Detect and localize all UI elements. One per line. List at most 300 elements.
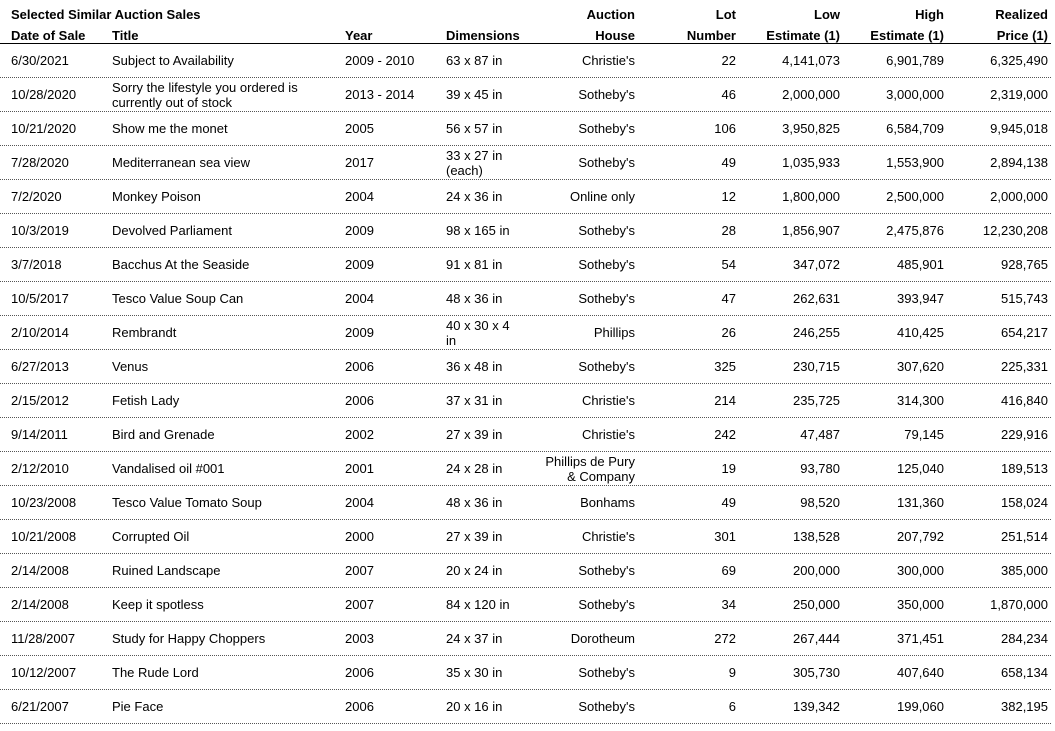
cell-low-text: 267,444 xyxy=(793,631,840,646)
cell-realized-price xyxy=(950,112,1048,145)
cell-low-text: 98,520 xyxy=(800,495,840,510)
cell-lot-text: 12 xyxy=(721,189,736,204)
cell-title xyxy=(112,418,340,451)
table-title: Selected Similar Auction Sales xyxy=(11,7,201,22)
cell-title xyxy=(112,520,340,553)
header-date: Date of Sale xyxy=(11,28,86,43)
cell-date xyxy=(11,384,106,417)
cell-low-estimate xyxy=(745,248,840,281)
table-row xyxy=(0,656,1051,690)
cell-low-text: 262,631 xyxy=(793,291,840,306)
table-row xyxy=(0,350,1051,384)
cell-low-estimate xyxy=(745,554,840,587)
cell-lot-text: 214 xyxy=(714,393,736,408)
cell-house-text: Christie's xyxy=(581,427,635,442)
cell-auction-house xyxy=(535,282,635,315)
cell-high-text: 199,060 xyxy=(897,699,944,714)
cell-realized-text: 2,894,138 xyxy=(990,155,1048,170)
cell-dimensions xyxy=(446,350,536,383)
cell-low-estimate xyxy=(745,146,840,179)
cell-dimensions-text: 35 x 30 in xyxy=(446,665,503,680)
cell-low-text: 3,950,825 xyxy=(782,121,840,136)
cell-lot-number xyxy=(650,554,736,587)
cell-title-text: Ruined Landscape xyxy=(112,563,221,578)
cell-title-text: Devolved Parliament xyxy=(112,223,232,238)
cell-lot-number xyxy=(650,78,736,111)
cell-date-text: 10/21/2008 xyxy=(11,529,77,544)
cell-auction-house xyxy=(535,418,635,451)
cell-lot-number xyxy=(650,622,736,655)
cell-lot-text: 49 xyxy=(721,155,736,170)
cell-auction-house xyxy=(535,180,635,213)
table-row xyxy=(0,690,1051,724)
cell-lot-text: 49 xyxy=(721,495,736,510)
cell-realized-text: 6,325,490 xyxy=(990,53,1048,68)
cell-lot-text: 34 xyxy=(721,597,736,612)
cell-title-text: Tesco Value Tomato Soup xyxy=(112,495,262,510)
cell-house-text: Sotheby's xyxy=(578,699,635,714)
cell-auction-house xyxy=(535,690,635,723)
cell-high-estimate xyxy=(848,282,944,315)
header-realized-price-line1: Realized xyxy=(995,7,1048,22)
cell-lot-number xyxy=(650,690,736,723)
cell-lot-text: 6 xyxy=(728,699,736,714)
cell-date xyxy=(11,214,106,247)
cell-lot-number xyxy=(650,180,736,213)
cell-realized-text: 385,000 xyxy=(1001,563,1048,578)
table-header xyxy=(0,0,1055,44)
cell-date xyxy=(11,248,106,281)
cell-high-text: 410,425 xyxy=(897,325,944,340)
cell-lot-number xyxy=(650,384,736,417)
cell-realized-price xyxy=(950,214,1048,247)
cell-year-text: 2009 xyxy=(345,325,374,340)
cell-date-text: 9/14/2011 xyxy=(11,427,68,442)
cell-realized-price xyxy=(950,520,1048,553)
cell-realized-price xyxy=(950,656,1048,689)
table-row xyxy=(0,146,1051,180)
cell-high-text: 207,792 xyxy=(897,529,944,544)
cell-lot-text: 28 xyxy=(721,223,736,238)
cell-year-text: 2013 - 2014 xyxy=(345,87,415,102)
cell-realized-price xyxy=(950,384,1048,417)
cell-lot-text: 69 xyxy=(721,563,736,578)
cell-house-text: Sotheby's xyxy=(578,121,635,136)
cell-title xyxy=(112,78,340,111)
cell-year-text: 2006 xyxy=(345,393,374,408)
cell-dimensions-text: 24 x 28 in xyxy=(446,461,503,476)
cell-realized-text: 382,195 xyxy=(1001,699,1048,714)
header-year: Year xyxy=(345,28,373,43)
cell-dimensions xyxy=(446,44,536,77)
cell-date-text: 10/21/2020 xyxy=(11,121,77,136)
cell-title-text: Sorry the lifestyle you ordered is currently out of stock xyxy=(112,79,298,110)
cell-year xyxy=(345,486,440,519)
cell-date xyxy=(11,350,106,383)
cell-dimensions xyxy=(446,78,536,111)
cell-date-text: 10/23/2008 xyxy=(11,495,77,510)
cell-date-text: 7/28/2020 xyxy=(11,155,69,170)
table-row xyxy=(0,588,1051,622)
cell-low-text: 347,072 xyxy=(793,257,840,272)
cell-low-estimate xyxy=(745,622,840,655)
cell-lot-number xyxy=(650,350,736,383)
cell-realized-text: 658,134 xyxy=(1001,665,1048,680)
cell-lot-number xyxy=(650,146,736,179)
cell-lot-text: 47 xyxy=(721,291,736,306)
cell-date xyxy=(11,44,106,77)
cell-auction-house xyxy=(535,146,635,179)
cell-high-text: 314,300 xyxy=(897,393,944,408)
cell-high-estimate xyxy=(848,486,944,519)
cell-lot-text: 54 xyxy=(721,257,736,272)
cell-title xyxy=(112,316,340,349)
cell-lot-number xyxy=(650,520,736,553)
cell-dimensions xyxy=(446,690,536,723)
cell-dimensions xyxy=(446,282,536,315)
cell-dimensions-text: 24 x 37 in xyxy=(446,631,503,646)
cell-house-text: Phillips de Pury & Company xyxy=(545,453,635,484)
cell-year-text: 2006 xyxy=(345,359,374,374)
cell-low-estimate xyxy=(745,214,840,247)
cell-realized-price xyxy=(950,248,1048,281)
table-row xyxy=(0,554,1051,588)
cell-house-text: Christie's xyxy=(581,529,635,544)
cell-high-text: 371,451 xyxy=(897,631,944,646)
cell-house-text: Sotheby's xyxy=(578,257,635,272)
cell-low-text: 235,725 xyxy=(793,393,840,408)
table-row xyxy=(0,622,1051,656)
cell-date xyxy=(11,554,106,587)
cell-high-estimate xyxy=(848,520,944,553)
cell-realized-price xyxy=(950,316,1048,349)
cell-lot-number xyxy=(650,588,736,621)
cell-date-text: 10/28/2020 xyxy=(11,87,77,102)
cell-low-estimate xyxy=(745,690,840,723)
cell-lot-number xyxy=(650,316,736,349)
cell-realized-price xyxy=(950,350,1048,383)
cell-dimensions-text: 98 x 165 in xyxy=(446,223,510,238)
cell-date xyxy=(11,622,106,655)
cell-low-estimate xyxy=(745,384,840,417)
cell-date-text: 2/15/2012 xyxy=(11,393,69,408)
cell-dimensions xyxy=(446,180,536,213)
cell-date xyxy=(11,316,106,349)
table-row xyxy=(0,486,1051,520)
cell-date xyxy=(11,690,106,723)
cell-date-text: 7/2/2020 xyxy=(11,189,62,204)
cell-realized-price xyxy=(950,554,1048,587)
cell-high-estimate xyxy=(848,690,944,723)
cell-dimensions xyxy=(446,588,536,621)
cell-title-text: Monkey Poison xyxy=(112,189,201,204)
cell-dimensions-text: 63 x 87 in xyxy=(446,53,503,68)
cell-high-text: 125,040 xyxy=(897,461,944,476)
cell-dimensions xyxy=(446,384,536,417)
cell-title xyxy=(112,554,340,587)
cell-dimensions-text: 27 x 39 in xyxy=(446,529,503,544)
cell-year-text: 2001 xyxy=(345,461,374,476)
cell-year xyxy=(345,418,440,451)
cell-realized-price xyxy=(950,282,1048,315)
cell-lot-number xyxy=(650,248,736,281)
cell-low-estimate xyxy=(745,520,840,553)
cell-low-text: 2,000,000 xyxy=(782,87,840,102)
cell-date-text: 6/21/2007 xyxy=(11,699,69,714)
cell-year xyxy=(345,452,440,485)
cell-title-text: Fetish Lady xyxy=(112,393,180,408)
cell-house-text: Sotheby's xyxy=(578,291,635,306)
cell-low-text: 139,342 xyxy=(793,699,840,714)
cell-house-text: Christie's xyxy=(581,393,635,408)
cell-low-text: 1,035,933 xyxy=(782,155,840,170)
cell-realized-text: 416,840 xyxy=(1001,393,1048,408)
header-auction-house-line1: Auction xyxy=(586,7,635,22)
header-realized-price-line2: Price (1) xyxy=(996,28,1048,43)
cell-date-text: 6/30/2021 xyxy=(11,53,69,68)
cell-title xyxy=(112,146,340,179)
cell-house-text: Sotheby's xyxy=(578,87,635,102)
cell-year-text: 2009 xyxy=(345,223,374,238)
cell-title xyxy=(112,690,340,723)
cell-date xyxy=(11,112,106,145)
cell-low-estimate xyxy=(745,112,840,145)
cell-date-text: 11/28/2007 xyxy=(11,631,76,646)
cell-year xyxy=(345,316,440,349)
cell-lot-text: 106 xyxy=(714,121,736,136)
cell-dimensions xyxy=(446,554,536,587)
cell-date xyxy=(11,282,106,315)
cell-year-text: 2004 xyxy=(345,189,374,204)
cell-title xyxy=(112,44,340,77)
cell-title-text: Show me the monet xyxy=(112,121,228,136)
cell-year-text: 2005 xyxy=(345,121,374,136)
cell-dimensions xyxy=(446,418,536,451)
header-low-estimate-line2: Estimate (1) xyxy=(766,28,840,43)
header-low-estimate-line1: Low xyxy=(814,7,840,22)
cell-auction-house xyxy=(535,588,635,621)
header-title: Title xyxy=(112,28,139,43)
cell-year-text: 2004 xyxy=(345,291,374,306)
cell-high-estimate xyxy=(848,146,944,179)
table-row xyxy=(0,384,1051,418)
cell-high-text: 485,901 xyxy=(897,257,944,272)
cell-low-estimate xyxy=(745,656,840,689)
cell-year-text: 2000 xyxy=(345,529,374,544)
cell-date-text: 2/10/2014 xyxy=(11,325,69,340)
cell-dimensions-text: 20 x 16 in xyxy=(446,699,503,714)
cell-low-estimate xyxy=(745,78,840,111)
cell-high-estimate xyxy=(848,384,944,417)
cell-title xyxy=(112,350,340,383)
cell-auction-house xyxy=(535,622,635,655)
cell-auction-house xyxy=(535,384,635,417)
cell-dimensions-text: 91 x 81 in xyxy=(446,257,503,272)
cell-dimensions-text: 20 x 24 in xyxy=(446,563,503,578)
cell-realized-price xyxy=(950,180,1048,213)
cell-title-text: Pie Face xyxy=(112,699,164,714)
cell-year xyxy=(345,248,440,281)
cell-realized-text: 229,916 xyxy=(1001,427,1048,442)
cell-realized-text: 284,234 xyxy=(1001,631,1048,646)
cell-low-text: 4,141,073 xyxy=(782,53,840,68)
cell-high-text: 1,553,900 xyxy=(886,155,944,170)
cell-dimensions xyxy=(446,656,536,689)
cell-lot-text: 19 xyxy=(721,461,736,476)
cell-low-text: 1,856,907 xyxy=(782,223,840,238)
cell-high-estimate xyxy=(848,248,944,281)
cell-lot-number xyxy=(650,656,736,689)
cell-year xyxy=(345,520,440,553)
cell-title xyxy=(112,180,340,213)
cell-house-text: Bonhams xyxy=(580,495,635,510)
cell-year-text: 2007 xyxy=(345,597,374,612)
cell-high-text: 407,640 xyxy=(897,665,944,680)
cell-auction-house xyxy=(535,248,635,281)
cell-date xyxy=(11,656,106,689)
cell-date-text: 10/5/2017 xyxy=(11,291,69,306)
cell-dimensions-text: 27 x 39 in xyxy=(446,427,503,442)
cell-lot-number xyxy=(650,418,736,451)
cell-date-text: 2/14/2008 xyxy=(11,597,69,612)
cell-low-text: 246,255 xyxy=(793,325,840,340)
cell-realized-text: 654,217 xyxy=(1001,325,1048,340)
cell-dimensions xyxy=(446,248,536,281)
cell-realized-text: 251,514 xyxy=(1001,529,1048,544)
cell-lot-number xyxy=(650,44,736,77)
cell-low-estimate xyxy=(745,350,840,383)
cell-house-text: Sotheby's xyxy=(578,665,635,680)
cell-lot-number xyxy=(650,282,736,315)
header-dimensions: Dimensions xyxy=(446,28,520,43)
cell-dimensions-text: 24 x 36 in xyxy=(446,189,503,204)
cell-high-estimate xyxy=(848,316,944,349)
cell-realized-text: 225,331 xyxy=(1001,359,1048,374)
cell-title xyxy=(112,588,340,621)
cell-high-estimate xyxy=(848,180,944,213)
cell-year xyxy=(345,554,440,587)
cell-realized-price xyxy=(950,78,1048,111)
cell-auction-house xyxy=(535,214,635,247)
cell-realized-price xyxy=(950,588,1048,621)
cell-dimensions xyxy=(446,112,536,145)
cell-date-text: 10/3/2019 xyxy=(11,223,69,238)
cell-realized-price xyxy=(950,44,1048,77)
cell-title xyxy=(112,248,340,281)
cell-auction-house xyxy=(535,44,635,77)
cell-dimensions-text: 37 x 31 in xyxy=(446,393,503,408)
cell-dimensions-text: 39 x 45 in xyxy=(446,87,503,102)
table-row xyxy=(0,180,1051,214)
cell-title-text: Study for Happy Choppers xyxy=(112,631,266,646)
cell-dimensions-text: 48 x 36 in xyxy=(446,291,503,306)
cell-low-estimate xyxy=(745,452,840,485)
cell-title-text: Subject to Availability xyxy=(112,53,234,68)
cell-title-text: Vandalised oil #001 xyxy=(112,461,225,476)
cell-house-text: Sotheby's xyxy=(578,359,635,374)
cell-high-text: 6,584,709 xyxy=(886,121,944,136)
cell-realized-price xyxy=(950,622,1048,655)
cell-year-text: 2006 xyxy=(345,665,374,680)
cell-dimensions xyxy=(446,520,536,553)
cell-auction-house xyxy=(535,78,635,111)
cell-date xyxy=(11,486,106,519)
cell-dimensions xyxy=(446,316,536,349)
cell-high-estimate xyxy=(848,112,944,145)
cell-date xyxy=(11,146,106,179)
cell-year xyxy=(345,656,440,689)
cell-date-text: 10/12/2007 xyxy=(11,665,77,680)
cell-title xyxy=(112,656,340,689)
cell-year-text: 2009 xyxy=(345,257,374,272)
cell-year-text: 2003 xyxy=(345,631,374,646)
cell-high-estimate xyxy=(848,350,944,383)
cell-year-text: 2002 xyxy=(345,427,374,442)
cell-auction-house xyxy=(535,112,635,145)
cell-low-text: 47,487 xyxy=(800,427,840,442)
cell-date xyxy=(11,78,106,111)
cell-auction-house xyxy=(535,350,635,383)
table-row xyxy=(0,452,1051,486)
cell-title xyxy=(112,486,340,519)
cell-low-text: 200,000 xyxy=(793,563,840,578)
cell-realized-text: 9,945,018 xyxy=(990,121,1048,136)
cell-date-text: 2/12/2010 xyxy=(11,461,69,476)
cell-house-text: Sotheby's xyxy=(578,223,635,238)
cell-title-text: Tesco Value Soup Can xyxy=(112,291,244,306)
cell-house-text: Christie's xyxy=(581,53,635,68)
cell-year-text: 2007 xyxy=(345,563,374,578)
cell-year xyxy=(345,180,440,213)
cell-low-text: 230,715 xyxy=(793,359,840,374)
cell-title xyxy=(112,452,340,485)
cell-realized-text: 12,230,208 xyxy=(982,223,1048,238)
table-row xyxy=(0,418,1051,452)
cell-title xyxy=(112,112,340,145)
cell-auction-house xyxy=(535,656,635,689)
cell-lot-number xyxy=(650,112,736,145)
table-row xyxy=(0,316,1051,350)
cell-dimensions xyxy=(446,452,536,485)
cell-low-text: 250,000 xyxy=(793,597,840,612)
cell-lot-number xyxy=(650,214,736,247)
cell-title-text: The Rude Lord xyxy=(112,665,199,680)
cell-dimensions-text: 40 x 30 x 4 in xyxy=(446,317,510,348)
cell-house-text: Sotheby's xyxy=(578,597,635,612)
cell-date xyxy=(11,588,106,621)
cell-title-text: Corrupted Oil xyxy=(112,529,190,544)
cell-dimensions xyxy=(446,622,536,655)
cell-high-estimate xyxy=(848,44,944,77)
cell-title xyxy=(112,282,340,315)
cell-house-text: Sotheby's xyxy=(578,155,635,170)
cell-year xyxy=(345,112,440,145)
cell-dimensions xyxy=(446,486,536,519)
cell-year-text: 2006 xyxy=(345,699,374,714)
cell-title-text: Mediterranean sea view xyxy=(112,155,251,170)
cell-year xyxy=(345,44,440,77)
cell-auction-house xyxy=(535,486,635,519)
cell-low-estimate xyxy=(745,418,840,451)
cell-realized-price xyxy=(950,418,1048,451)
cell-year xyxy=(345,146,440,179)
cell-low-text: 305,730 xyxy=(793,665,840,680)
cell-year xyxy=(345,350,440,383)
cell-high-text: 2,475,876 xyxy=(886,223,944,238)
cell-low-estimate xyxy=(745,180,840,213)
cell-high-text: 2,500,000 xyxy=(886,189,944,204)
cell-low-estimate xyxy=(745,316,840,349)
